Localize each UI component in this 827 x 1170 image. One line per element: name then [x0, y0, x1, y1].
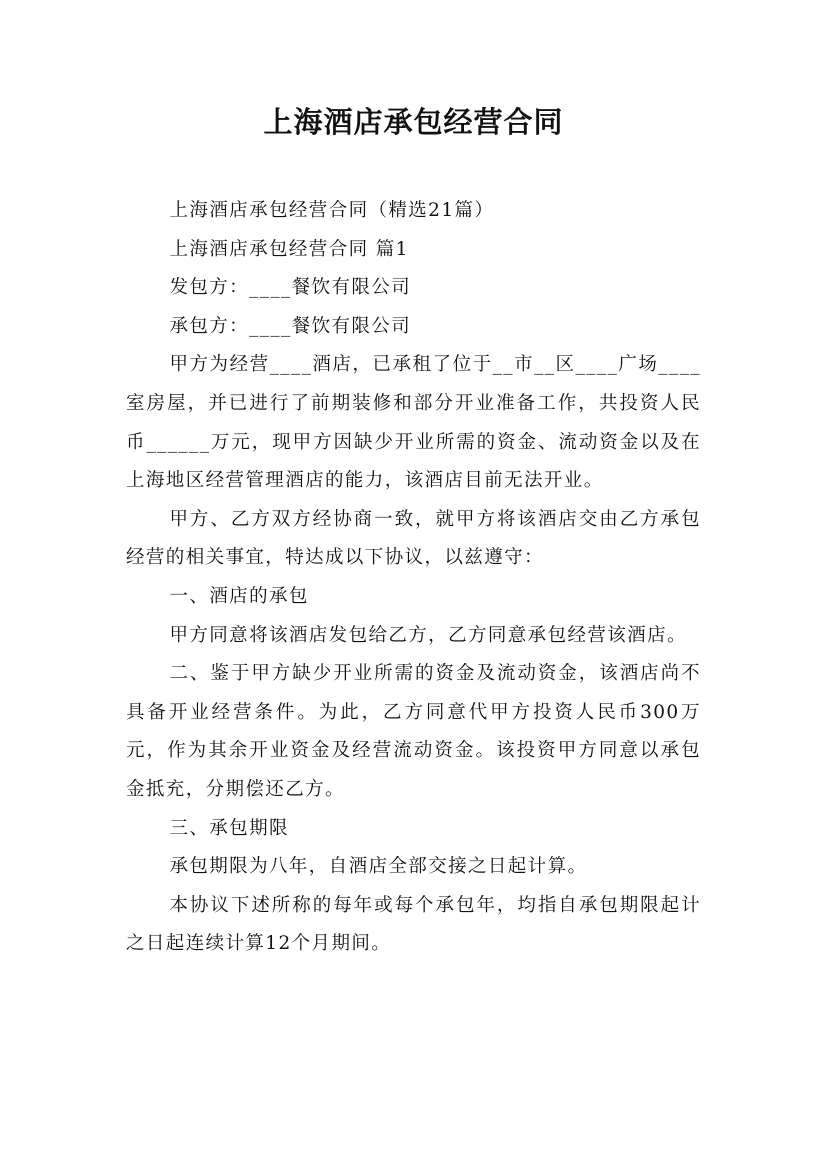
- paragraph-clause-3-definition: 本协议下述所称的每年或每个承包年，均指自承包期限起计之日起连续计算12个月期间。: [126, 894, 701, 955]
- document-body: [126, 192, 701, 964]
- paragraph-agreement-intro: 甲方、乙方双方经协商一致，就甲方将该酒店交由乙方承包经营的相关事宜，特达成以下协议，以兹遵守：: [126, 508, 701, 569]
- paragraph-clause-3-term: 承包期限为八年，自酒店全部交接之日起计算。: [169, 856, 588, 878]
- paragraph-contractor-party: 发包方：____餐饮有限公司: [169, 277, 412, 299]
- paragraph-section-heading: 上海酒店承包经营合同 篇1: [169, 238, 409, 260]
- document-title: 上海酒店承包经营合同: [263, 105, 564, 139]
- paragraph-contractee-party: 承包方：____餐饮有限公司: [169, 315, 412, 337]
- paragraph-collection-heading: 上海酒店承包经营合同（精选21篇）: [169, 200, 495, 221]
- paragraph-clause-1-heading: 一、酒店的承包: [169, 585, 309, 607]
- paragraph-clause-1-body: 甲方同意将该酒店发包给乙方，乙方同意承包经营该酒店。: [169, 624, 687, 646]
- paragraph-clause-3-heading: 三、承包期限: [169, 817, 289, 839]
- paragraph-clause-2: 二、鉴于甲方缺少开业所需的资金及流动资金，该酒店尚不具备开业经营条件。为此，乙方同意代甲方投资人民币300万元，作为其余开业资金及经营流动资金。该投资甲方同意以承包金抵充，分期偿还乙方。: [126, 663, 701, 800]
- paragraph-background: 甲方为经营____酒店，已承租了位于__市__区____广场____室房屋，并已进行了前期装修和部分开业准备工作，共投资人民币______万元，现甲方因缺少开业所需的资金、流动资金以及在上海地区经营管理酒店的能力，该酒店目前无法开业。: [126, 354, 701, 492]
